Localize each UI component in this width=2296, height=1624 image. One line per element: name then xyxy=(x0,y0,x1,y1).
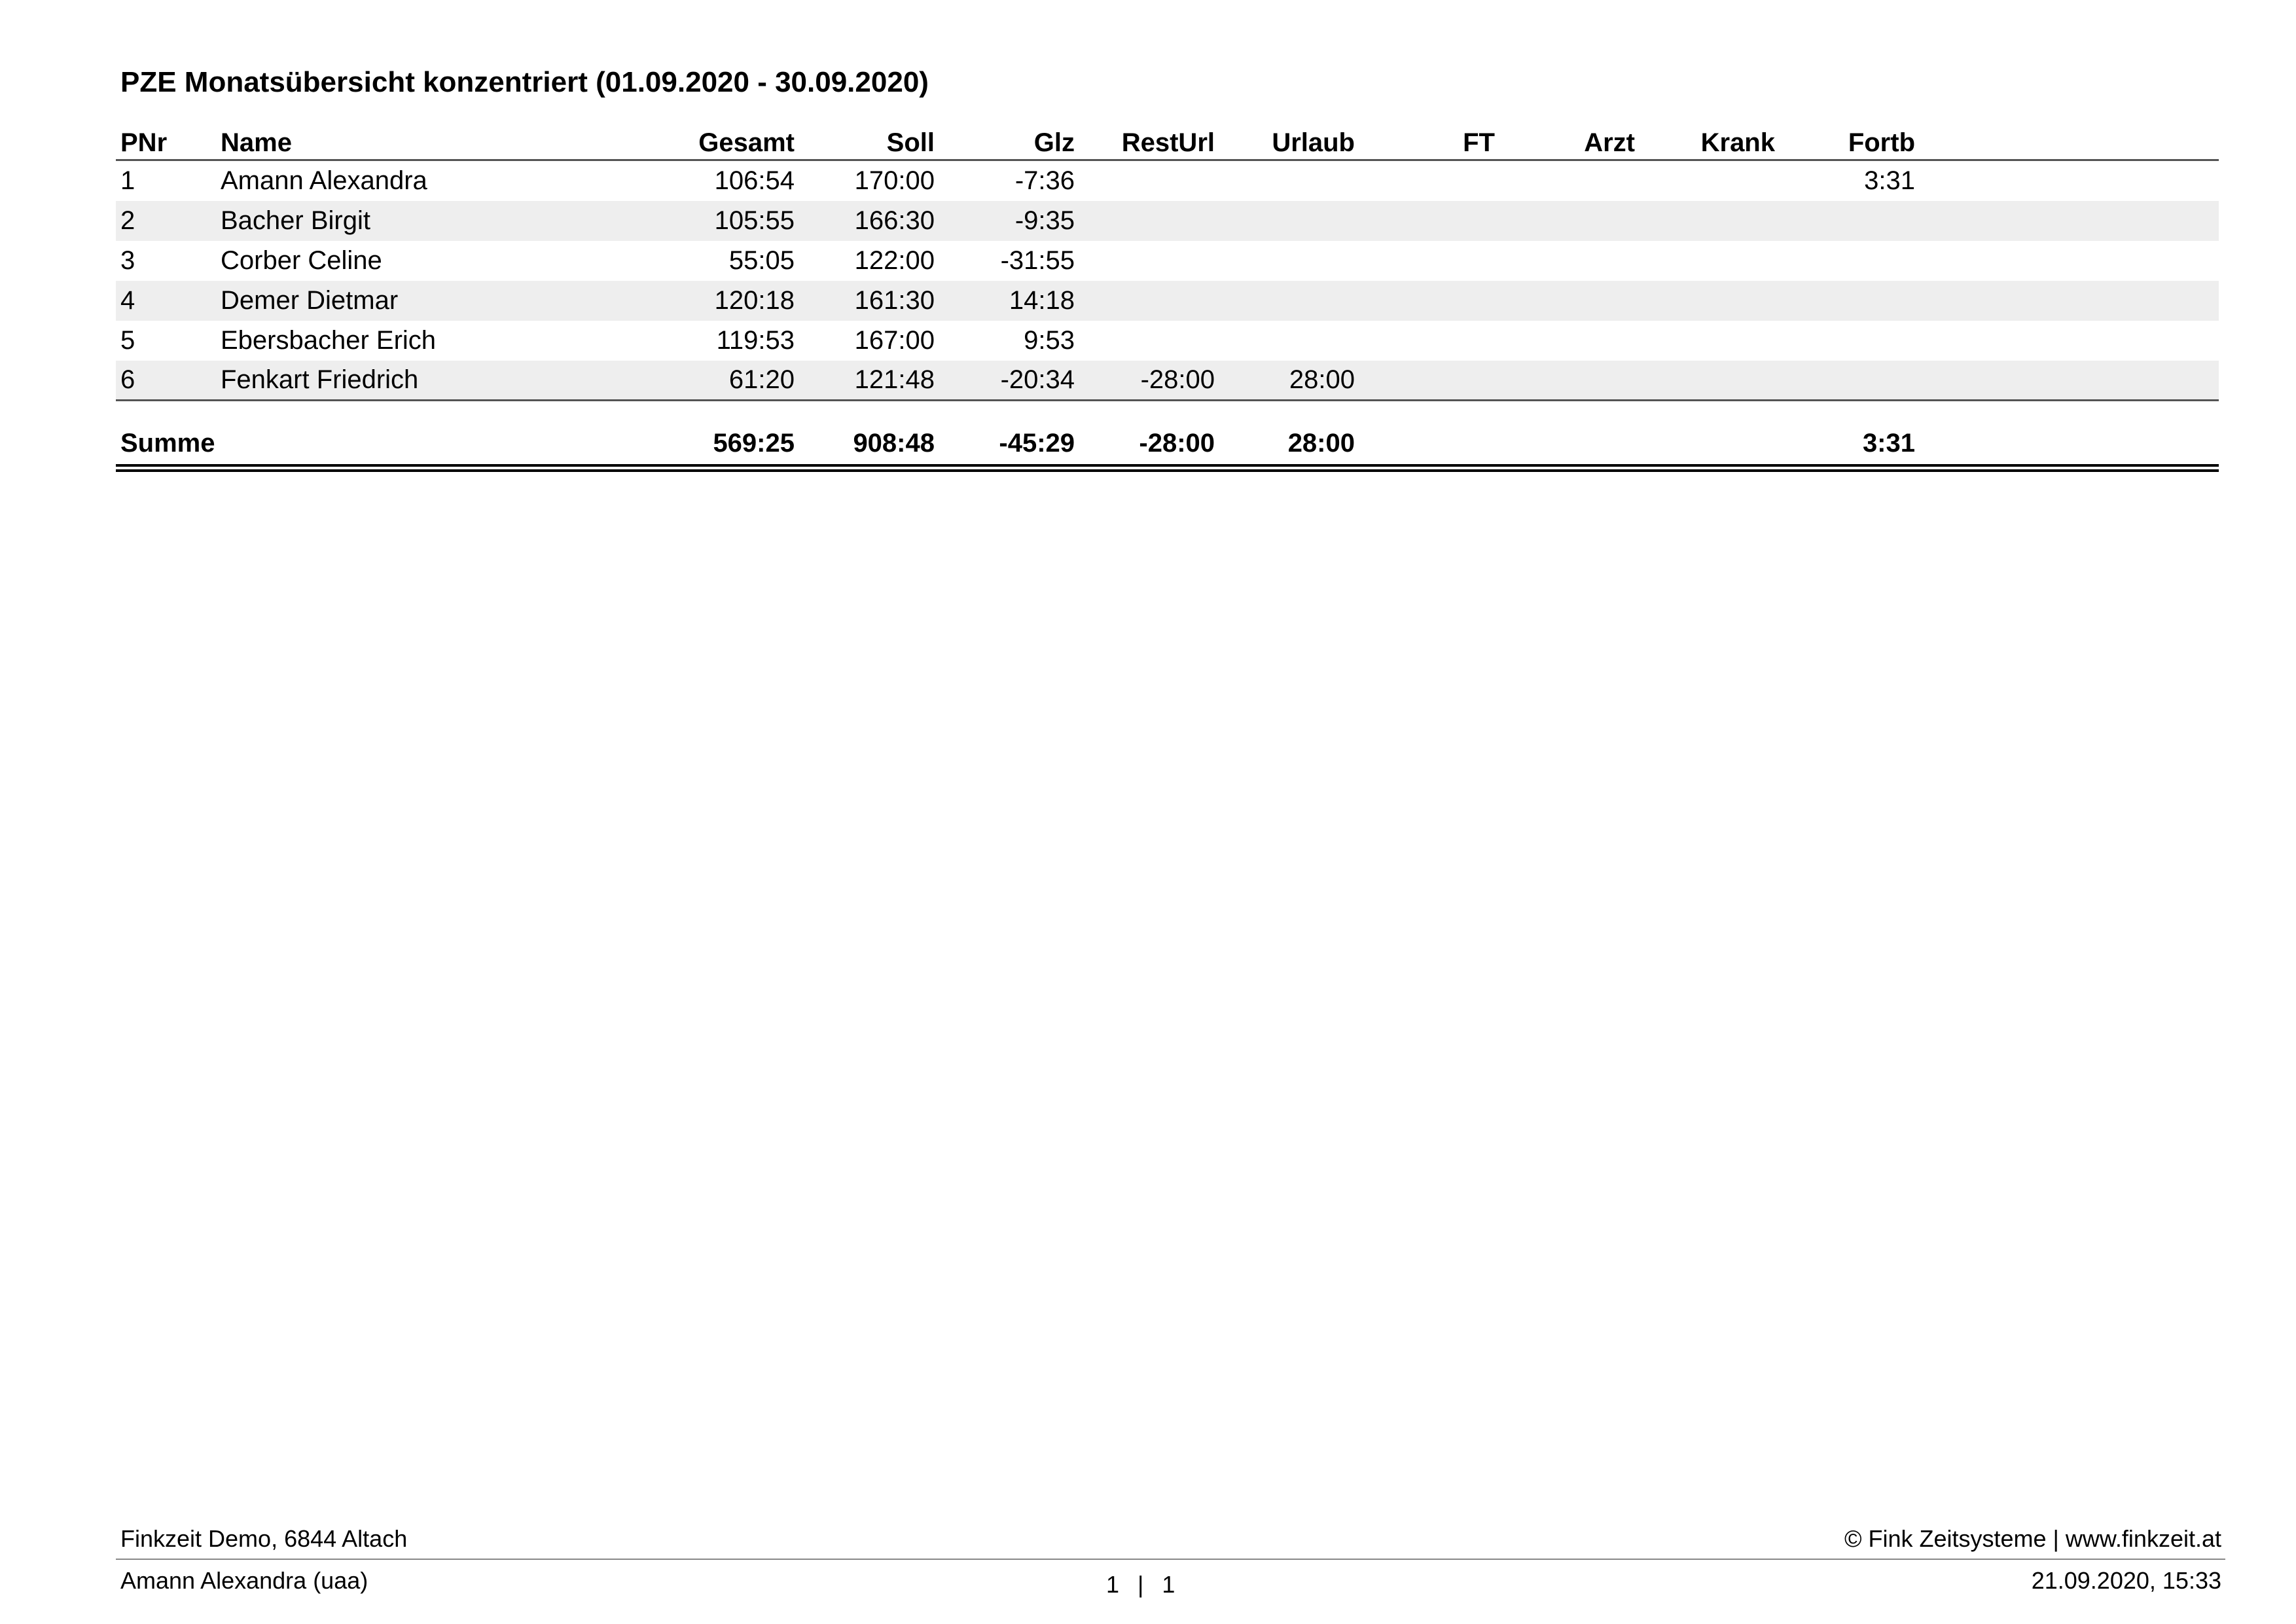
footer-page-indicator xyxy=(1106,1571,1175,1598)
footer-page-current: 1 xyxy=(1106,1571,1120,1598)
report-title: PZE Monatsübersicht konzentriert (01.09.2020 - 30.09.2020) xyxy=(120,66,929,98)
footer-user: Amann Alexandra (uaa) xyxy=(120,1567,368,1594)
cell-gesamt: 106:54 xyxy=(714,166,795,195)
cell-krank xyxy=(1635,201,1775,241)
cell-urlaub xyxy=(1215,201,1355,241)
cell-pnr: 2 xyxy=(120,206,135,235)
cell-resturl xyxy=(1075,201,1215,241)
summary-row xyxy=(116,422,2219,464)
cell-fortb xyxy=(1775,321,1915,361)
cell-soll: 121:48 xyxy=(854,365,935,394)
header-pnr: PNr xyxy=(120,128,168,157)
cell-gesamt: 105:55 xyxy=(714,206,795,235)
header-urlaub: Urlaub xyxy=(1272,128,1355,157)
summary-soll: 908:48 xyxy=(853,428,935,458)
footer-copyright: © Fink Zeitsysteme | www.finkzeit.at xyxy=(1844,1525,2221,1552)
summary-glz: -45:29 xyxy=(999,428,1075,458)
cell-krank xyxy=(1635,161,1775,201)
cell-resturl xyxy=(1075,241,1215,281)
cell-fortb xyxy=(1775,361,1915,399)
cell-glz: -9:35 xyxy=(1014,206,1075,235)
cell-urlaub xyxy=(1215,321,1355,361)
cell-glz: -7:36 xyxy=(1014,166,1075,195)
monthly-overview-table xyxy=(116,122,2219,472)
cell-krank xyxy=(1635,321,1775,361)
cell-name: Corber Celine xyxy=(221,246,382,275)
cell-pnr: 4 xyxy=(120,286,135,315)
cell-ft xyxy=(1355,281,1495,321)
cell-fortb xyxy=(1775,241,1915,281)
cell-name: Demer Dietmar xyxy=(221,286,399,315)
table-row xyxy=(116,281,2219,321)
cell-glz: 9:53 xyxy=(1024,326,1075,355)
cell-pnr: 5 xyxy=(120,326,135,355)
header-glz: Glz xyxy=(1033,128,1075,157)
cell-urlaub xyxy=(1215,161,1355,201)
table-row xyxy=(116,361,2219,401)
header-fortb: Fortb xyxy=(1848,128,1915,157)
cell-resturl xyxy=(1075,321,1215,361)
cell-soll: 167:00 xyxy=(854,326,935,355)
footer-printed-at: 21.09.2020, 15:33 xyxy=(2031,1567,2221,1594)
summary-fortb: 3:31 xyxy=(1862,428,1915,458)
cell-pnr: 6 xyxy=(120,365,135,394)
cell-arzt xyxy=(1495,201,1635,241)
summary-double-rule-bottom xyxy=(116,469,2219,472)
footer-company: Finkzeit Demo, 6844 Altach xyxy=(120,1525,408,1552)
footer-divider xyxy=(116,1559,2225,1560)
cell-arzt xyxy=(1495,281,1635,321)
cell-gesamt: 55:05 xyxy=(728,246,795,275)
cell-fortb xyxy=(1775,281,1915,321)
summary-gesamt: 569:25 xyxy=(713,428,795,458)
cell-gesamt: 61:20 xyxy=(728,365,795,394)
cell-arzt xyxy=(1495,321,1635,361)
cell-urlaub xyxy=(1215,281,1355,321)
table-spacer xyxy=(116,401,2219,422)
cell-soll: 170:00 xyxy=(854,166,935,195)
cell-name: Amann Alexandra xyxy=(221,166,427,195)
footer-page-separator: | xyxy=(1138,1571,1144,1598)
cell-ft xyxy=(1355,241,1495,281)
cell-pnr: 3 xyxy=(120,246,135,275)
cell-ft xyxy=(1355,201,1495,241)
cell-ft xyxy=(1355,321,1495,361)
cell-soll: 122:00 xyxy=(854,246,935,275)
cell-name: Ebersbacher Erich xyxy=(221,326,437,355)
cell-fortb xyxy=(1775,201,1915,241)
cell-fortb: 3:31 xyxy=(1864,166,1915,195)
table-row xyxy=(116,241,2219,281)
table-header-row xyxy=(116,122,2219,161)
cell-ft xyxy=(1355,361,1495,399)
header-resturl: RestUrl xyxy=(1121,128,1215,157)
header-krank: Krank xyxy=(1700,128,1775,157)
cell-urlaub xyxy=(1215,241,1355,281)
summary-krank xyxy=(1635,422,1775,464)
summary-resturl: -28:00 xyxy=(1139,428,1215,458)
cell-soll: 161:30 xyxy=(854,286,935,315)
summary-urlaub: 28:00 xyxy=(1287,428,1355,458)
header-ft: FT xyxy=(1463,128,1495,157)
header-arzt: Arzt xyxy=(1584,128,1635,157)
cell-ft xyxy=(1355,161,1495,201)
cell-name: Fenkart Friedrich xyxy=(221,365,419,394)
footer-page-total: 1 xyxy=(1162,1571,1175,1598)
header-gesamt: Gesamt xyxy=(698,128,795,157)
cell-arzt xyxy=(1495,241,1635,281)
summary-label: Summe xyxy=(120,428,215,458)
cell-name: Bacher Birgit xyxy=(221,206,370,235)
cell-krank xyxy=(1635,281,1775,321)
table-row xyxy=(116,201,2219,241)
cell-gesamt: 119:53 xyxy=(716,326,795,355)
cell-glz: -31:55 xyxy=(1000,246,1075,275)
cell-soll: 166:30 xyxy=(854,206,935,235)
table-row xyxy=(116,321,2219,361)
cell-pnr: 1 xyxy=(120,166,135,195)
cell-arzt xyxy=(1495,361,1635,399)
table-row xyxy=(116,161,2219,201)
cell-resturl xyxy=(1075,281,1215,321)
header-soll: Soll xyxy=(886,128,935,157)
cell-gesamt: 120:18 xyxy=(714,286,795,315)
cell-krank xyxy=(1635,241,1775,281)
header-name: Name xyxy=(221,128,292,157)
cell-urlaub: 28:00 xyxy=(1289,365,1355,394)
cell-arzt xyxy=(1495,161,1635,201)
cell-resturl: -28:00 xyxy=(1140,365,1215,394)
summary-ft xyxy=(1355,422,1495,464)
summary-arzt xyxy=(1495,422,1635,464)
cell-glz: -20:34 xyxy=(1000,365,1075,394)
cell-glz: 14:18 xyxy=(1009,286,1075,315)
cell-krank xyxy=(1635,361,1775,399)
cell-resturl xyxy=(1075,161,1215,201)
